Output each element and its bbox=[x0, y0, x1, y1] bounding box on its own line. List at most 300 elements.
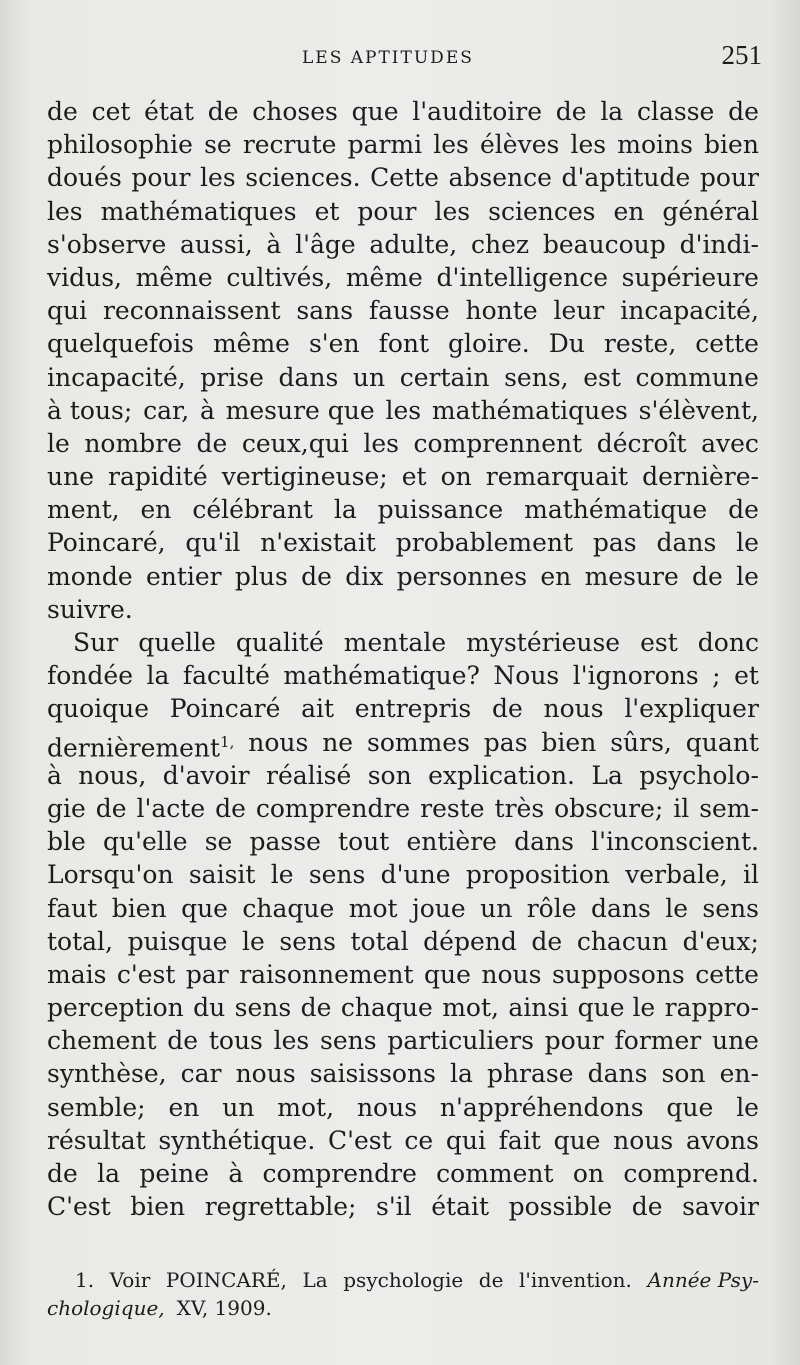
word: les bbox=[273, 1026, 310, 1056]
word: personnes bbox=[396, 561, 528, 591]
text-line bbox=[47, 327, 759, 360]
word: tous bbox=[208, 1026, 263, 1056]
text-line bbox=[47, 460, 759, 493]
word: nous bbox=[543, 694, 604, 724]
word: dans bbox=[514, 827, 574, 857]
word: reste bbox=[420, 793, 485, 823]
word: et bbox=[401, 462, 427, 492]
word: sens bbox=[279, 926, 336, 956]
word: il bbox=[673, 793, 690, 823]
word: Nous bbox=[493, 661, 560, 691]
word: les bbox=[385, 395, 422, 425]
word: entier bbox=[145, 561, 222, 591]
word: avec bbox=[701, 428, 759, 458]
word: reconnaissent bbox=[102, 296, 281, 326]
word: fondée bbox=[47, 661, 133, 691]
word: ceux,qui bbox=[241, 428, 349, 458]
word-with-note bbox=[47, 726, 235, 762]
word: nous bbox=[235, 1059, 296, 1089]
word: puissance bbox=[377, 495, 504, 525]
word: nous bbox=[481, 959, 542, 989]
footnotes bbox=[47, 1266, 759, 1322]
word: nombre bbox=[84, 428, 182, 458]
word: synthétique. bbox=[158, 1125, 316, 1155]
word: psycholo- bbox=[639, 760, 759, 790]
word: pour bbox=[699, 163, 759, 193]
word: une bbox=[711, 1026, 759, 1056]
word: cette bbox=[695, 959, 759, 989]
word: que le bbox=[577, 993, 656, 1023]
word: s'observe bbox=[47, 229, 167, 259]
word: son bbox=[367, 760, 412, 790]
word: l'ignorons bbox=[572, 661, 699, 691]
word: même bbox=[212, 329, 290, 359]
page-number: 251 bbox=[721, 40, 762, 70]
text-line bbox=[47, 95, 759, 128]
word: de bbox=[728, 97, 759, 126]
text-line bbox=[47, 161, 759, 194]
word: le bbox=[736, 528, 759, 558]
word: parmi bbox=[347, 130, 423, 160]
word: que bbox=[351, 97, 399, 126]
word: quoique bbox=[47, 694, 150, 724]
footnote-word: La bbox=[302, 1268, 328, 1292]
word: ainsi bbox=[508, 993, 569, 1023]
word: monde bbox=[47, 561, 133, 591]
word: mesure que bbox=[225, 395, 375, 425]
footnote-journal: Année Psy- bbox=[647, 1268, 759, 1292]
word: C'est bbox=[327, 1125, 392, 1155]
word: à bbox=[228, 1159, 244, 1188]
text-line bbox=[47, 1190, 759, 1223]
word: comprendre bbox=[262, 1159, 417, 1188]
word: pour bbox=[131, 163, 191, 193]
word: bien bbox=[541, 727, 597, 757]
word: supposons bbox=[551, 959, 685, 989]
word: un bbox=[352, 362, 386, 392]
footnote-word: Voir bbox=[109, 1268, 151, 1292]
word: mot bbox=[348, 893, 398, 923]
word: se bbox=[204, 827, 233, 857]
word: proposition bbox=[465, 860, 610, 890]
word: résultat bbox=[47, 1125, 146, 1155]
word: suivre. bbox=[47, 594, 133, 624]
word: pour bbox=[357, 196, 417, 226]
word: avons bbox=[685, 1125, 759, 1155]
word: ce bbox=[404, 1125, 434, 1155]
word: verbale, bbox=[625, 860, 728, 890]
text-line bbox=[47, 427, 759, 460]
word: l'expliquer bbox=[624, 694, 759, 724]
word: car bbox=[180, 1059, 222, 1089]
word: célébrant bbox=[192, 495, 313, 525]
word: qu'elle bbox=[102, 827, 188, 857]
word: et bbox=[314, 196, 340, 226]
word: sciences. bbox=[245, 163, 361, 193]
word: de bbox=[207, 97, 239, 126]
word: reste, bbox=[603, 329, 677, 359]
word: mystérieuse bbox=[466, 628, 621, 657]
word: est bbox=[640, 628, 678, 657]
word: ble bbox=[47, 827, 86, 857]
word: nous bbox=[613, 1125, 674, 1155]
word: comprennent bbox=[413, 428, 583, 458]
word: comprend. bbox=[623, 1159, 759, 1188]
word: font bbox=[378, 329, 430, 359]
word: puisque bbox=[127, 926, 228, 956]
word: sem- bbox=[699, 793, 759, 823]
footnote-journal-end: chologique, bbox=[47, 1296, 165, 1320]
text-line bbox=[47, 361, 759, 394]
word: supérieure bbox=[621, 262, 759, 292]
word: cet bbox=[91, 97, 131, 126]
word: sans bbox=[296, 296, 354, 326]
word: chement bbox=[47, 1026, 157, 1056]
word: adulte, bbox=[369, 229, 458, 259]
word: pas bbox=[483, 727, 528, 757]
word: de bbox=[47, 97, 78, 126]
word: n'existait bbox=[260, 528, 376, 558]
word: d'intelligence bbox=[436, 262, 608, 292]
word: total bbox=[350, 926, 409, 956]
word: certain bbox=[399, 362, 490, 392]
word: gie bbox=[47, 793, 86, 823]
word: de bbox=[167, 1026, 199, 1056]
word: il bbox=[742, 860, 759, 890]
word: cultivés, bbox=[226, 262, 333, 292]
word: en bbox=[168, 1092, 200, 1122]
word: mesure bbox=[584, 561, 679, 591]
text-line bbox=[47, 792, 759, 825]
word: que bbox=[424, 959, 471, 989]
word: sommes bbox=[366, 727, 470, 757]
word: de bbox=[491, 694, 523, 724]
word: élèves bbox=[480, 130, 560, 160]
word: en bbox=[140, 495, 172, 525]
word: dernièrement bbox=[47, 732, 221, 762]
word: décroît bbox=[596, 428, 687, 458]
text-line bbox=[47, 925, 759, 958]
word: saisissons bbox=[309, 1059, 436, 1089]
word: son bbox=[661, 1059, 706, 1089]
word: que bbox=[666, 1092, 714, 1122]
word: qui bbox=[47, 296, 88, 326]
word: on bbox=[572, 1159, 605, 1188]
word: dernière- bbox=[642, 462, 759, 492]
word: incapacité, bbox=[47, 362, 186, 392]
word: recrute bbox=[242, 130, 337, 160]
text-line bbox=[47, 1091, 759, 1124]
word: phrase bbox=[486, 1059, 574, 1089]
word: Lorsqu'on bbox=[47, 860, 174, 890]
word: tout bbox=[338, 827, 390, 857]
word: n'appréhendons bbox=[439, 1092, 644, 1122]
word: ait bbox=[301, 694, 335, 724]
word: sens bbox=[320, 1026, 377, 1056]
word: Du bbox=[548, 329, 585, 359]
word: moins bbox=[617, 130, 693, 160]
word: comprendre bbox=[255, 793, 411, 823]
word: classe bbox=[636, 97, 715, 126]
word: pour bbox=[544, 1026, 604, 1056]
word: de bbox=[47, 1159, 78, 1188]
word: rapidité bbox=[108, 462, 208, 492]
footnote-number: 1. bbox=[75, 1268, 95, 1292]
running-head bbox=[0, 40, 800, 74]
word: un bbox=[480, 893, 513, 923]
word: probablement bbox=[395, 528, 574, 558]
word: honte bbox=[465, 296, 538, 326]
word: est bbox=[583, 362, 621, 392]
word: vertigineuse; bbox=[221, 462, 388, 492]
word: le bbox=[47, 428, 70, 458]
word: d'eux; bbox=[682, 926, 759, 956]
word: les bbox=[363, 428, 400, 458]
word: pas bbox=[592, 528, 637, 558]
word: mot, bbox=[442, 993, 499, 1023]
word: vidus, bbox=[47, 262, 122, 292]
word: que bbox=[181, 893, 228, 923]
word: même bbox=[345, 262, 423, 292]
word: du bbox=[193, 993, 226, 1023]
word: les bbox=[433, 130, 469, 160]
word: ; bbox=[712, 661, 721, 691]
word: semble; bbox=[47, 1092, 146, 1122]
word: Sur bbox=[73, 628, 119, 657]
word: à bbox=[199, 395, 215, 425]
text-line bbox=[47, 759, 759, 792]
text-line bbox=[47, 692, 759, 725]
word: de bbox=[300, 993, 332, 1023]
word: par bbox=[185, 959, 229, 989]
word: de bbox=[631, 1192, 663, 1222]
word: perception bbox=[47, 993, 184, 1023]
text-line bbox=[47, 493, 759, 526]
word: car, bbox=[143, 395, 190, 425]
word: de bbox=[215, 793, 246, 823]
text-line bbox=[47, 394, 759, 427]
word: les bbox=[200, 163, 236, 193]
word: donc bbox=[697, 628, 759, 657]
word: philosophie bbox=[47, 130, 193, 160]
word: qui bbox=[445, 1125, 486, 1155]
word: la bbox=[333, 495, 357, 525]
word: la bbox=[146, 661, 170, 691]
word: possible bbox=[508, 1192, 613, 1222]
word: leur bbox=[553, 296, 605, 326]
word: c'est bbox=[116, 959, 176, 989]
word: en bbox=[613, 196, 645, 226]
word: on bbox=[440, 462, 472, 492]
word: nous bbox=[356, 1092, 418, 1122]
word: choses bbox=[252, 97, 338, 126]
text-line bbox=[47, 526, 759, 559]
text-line bbox=[47, 261, 759, 294]
word: s'il bbox=[375, 1192, 412, 1222]
word: mathématique? bbox=[283, 661, 480, 691]
word: le bbox=[242, 926, 265, 956]
word: même bbox=[135, 262, 213, 292]
word: bien bbox=[704, 130, 759, 160]
word: Cette bbox=[370, 163, 439, 193]
word: chacun bbox=[576, 926, 669, 956]
word: de bbox=[728, 495, 759, 525]
word: la bbox=[97, 1159, 121, 1188]
word: Poincaré, bbox=[47, 528, 166, 558]
text-line bbox=[47, 294, 759, 327]
word: l'acte bbox=[136, 793, 206, 823]
word: nous, bbox=[78, 760, 147, 790]
word: de bbox=[531, 926, 563, 956]
word: la bbox=[600, 97, 624, 126]
word: remarquait bbox=[485, 462, 629, 492]
word: savoir bbox=[682, 1192, 759, 1222]
word: était bbox=[431, 1192, 490, 1222]
word: un bbox=[222, 1092, 255, 1122]
word: qualité bbox=[235, 628, 324, 657]
word: incapacité, bbox=[620, 296, 759, 326]
word: de bbox=[555, 97, 587, 126]
running-title: LES APTITUDES bbox=[302, 48, 474, 68]
word: à bbox=[47, 760, 62, 790]
word: qu'il bbox=[185, 528, 241, 558]
word: entière bbox=[406, 827, 497, 857]
text-line bbox=[47, 958, 759, 991]
word: peine bbox=[139, 1159, 210, 1188]
text-line bbox=[47, 825, 759, 858]
word: dix bbox=[345, 561, 384, 591]
word: d'avoir bbox=[162, 760, 250, 790]
word: Poincaré bbox=[169, 694, 281, 724]
word: aussi, bbox=[180, 229, 253, 259]
footnote-word: l'invention. bbox=[519, 1268, 632, 1292]
word: de bbox=[692, 561, 723, 591]
word: le bbox=[665, 893, 688, 923]
body-text bbox=[47, 95, 759, 1223]
word: rôle bbox=[526, 893, 577, 923]
word: bien bbox=[111, 893, 167, 923]
footnote-word: de bbox=[478, 1268, 504, 1292]
word: général bbox=[662, 196, 759, 226]
text-line bbox=[47, 228, 759, 261]
word: particuliers bbox=[387, 1026, 534, 1056]
word: nous bbox=[248, 727, 309, 757]
word: d'aptitude bbox=[561, 163, 691, 193]
text-line bbox=[47, 195, 759, 228]
word: l'inconscient. bbox=[591, 827, 759, 857]
word: joue bbox=[411, 893, 466, 923]
word: quant bbox=[685, 727, 759, 757]
word: ne bbox=[322, 727, 354, 757]
word: faculté bbox=[182, 661, 270, 691]
word: l'auditoire bbox=[412, 97, 542, 126]
word: entrepris bbox=[354, 694, 472, 724]
word: beaucoup bbox=[542, 229, 666, 259]
word: prise bbox=[200, 362, 264, 392]
word: en bbox=[540, 561, 572, 591]
word: dans bbox=[656, 528, 717, 558]
footnote-line bbox=[47, 1266, 759, 1294]
word: obscure; bbox=[554, 793, 664, 823]
word: sens bbox=[308, 860, 366, 890]
text-line bbox=[47, 560, 759, 593]
word: la bbox=[449, 1059, 473, 1089]
text-line bbox=[47, 991, 759, 1024]
word: fausse bbox=[368, 296, 450, 326]
word: plus bbox=[234, 561, 288, 591]
word: synthèse, bbox=[47, 1059, 167, 1089]
word: s'en bbox=[308, 329, 360, 359]
text-line bbox=[47, 858, 759, 891]
word: l'âge bbox=[295, 229, 356, 259]
footnote-word: psychologie bbox=[343, 1268, 464, 1292]
text-line bbox=[47, 128, 759, 161]
text-line bbox=[47, 892, 759, 925]
word: et bbox=[734, 661, 759, 691]
word: absence bbox=[448, 163, 552, 193]
word: passe bbox=[249, 827, 321, 857]
word: sens bbox=[702, 893, 759, 923]
word: mathématique bbox=[524, 495, 708, 525]
word: dans bbox=[590, 893, 651, 923]
word: le bbox=[270, 860, 294, 890]
word: total, bbox=[47, 926, 113, 956]
word: les bbox=[47, 196, 83, 226]
word: mathématiques bbox=[431, 395, 628, 425]
word: sciences bbox=[488, 196, 596, 226]
text-line bbox=[47, 593, 759, 626]
word: regrettable; bbox=[204, 1192, 357, 1222]
word: très bbox=[494, 793, 545, 823]
word: dépend bbox=[423, 926, 517, 956]
text-line bbox=[47, 659, 759, 692]
word: mathématiques bbox=[100, 196, 297, 226]
word: à tous; bbox=[47, 395, 133, 425]
word: les bbox=[570, 130, 607, 160]
word: ment, bbox=[47, 495, 120, 525]
text-line bbox=[47, 1157, 759, 1190]
word: doués bbox=[47, 163, 122, 193]
word: cette bbox=[695, 329, 759, 359]
footnote-author: POINCARÉ, bbox=[165, 1268, 287, 1292]
word: mais bbox=[47, 959, 107, 989]
word: La bbox=[591, 760, 623, 790]
word: en- bbox=[719, 1059, 759, 1089]
word: de bbox=[95, 793, 127, 823]
word: les bbox=[434, 196, 471, 226]
footnote-volume: XV, 1909. bbox=[176, 1296, 272, 1320]
word: comment bbox=[436, 1159, 554, 1188]
word: d'indi- bbox=[679, 229, 759, 259]
word: sûrs, bbox=[610, 727, 672, 757]
text-line bbox=[47, 1057, 759, 1090]
word: explication. bbox=[428, 760, 575, 790]
word: sens, bbox=[504, 362, 569, 392]
footnote-line bbox=[47, 1294, 759, 1322]
word: le bbox=[736, 1092, 759, 1122]
word: bien bbox=[130, 1192, 186, 1222]
footnote-reference: 1, bbox=[220, 732, 235, 751]
word: dans bbox=[587, 1059, 648, 1089]
text-line bbox=[47, 626, 759, 659]
word: former bbox=[614, 1026, 702, 1056]
word: réalisé bbox=[266, 760, 352, 790]
word: chaque bbox=[340, 993, 433, 1023]
word: chaque bbox=[242, 893, 335, 923]
word: se bbox=[204, 130, 232, 160]
word: mot, bbox=[277, 1092, 335, 1122]
word: gloire. bbox=[448, 329, 530, 359]
